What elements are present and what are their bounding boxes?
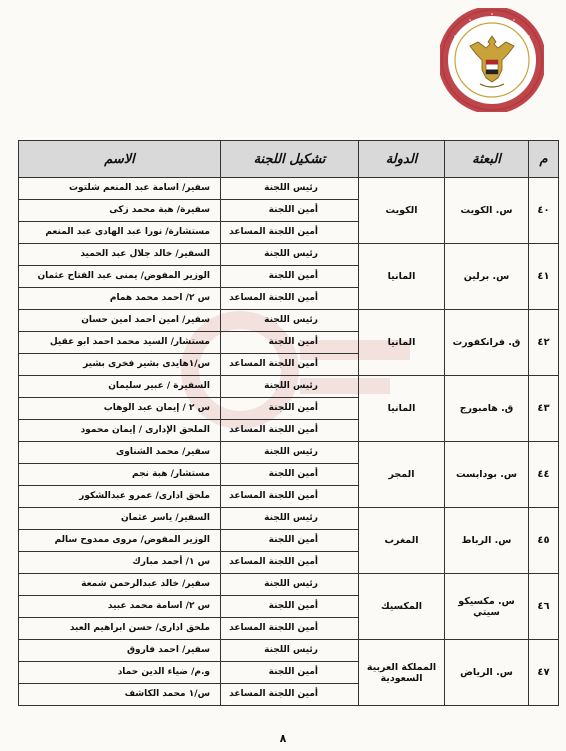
committee-role: أمين اللجنة المساعد xyxy=(229,359,318,369)
member-name: ملحق ادارى/ حسن ابراهيم العبد xyxy=(69,623,210,633)
mission-cell: ق. فرانكفورت xyxy=(445,310,529,376)
committee-role: أمين اللجنة xyxy=(221,266,358,288)
committee-roles-cell xyxy=(221,244,359,310)
header-mission: البعثة xyxy=(445,141,529,178)
committee-role: أمين اللجنة المساعد xyxy=(229,557,318,567)
member-name: ملحق ادارى/ عمرو عبدالشكور xyxy=(79,491,210,501)
committee-role: رئيس اللجنة xyxy=(221,376,358,398)
row-number: ٤٦ xyxy=(529,574,559,640)
member-names-cell xyxy=(19,310,221,376)
mission-cell: س. بودابست xyxy=(445,442,529,508)
member-name: مستشار/ هبة نجم xyxy=(19,464,220,486)
member-name: سفير/ امين احمد امين حسان xyxy=(19,310,220,332)
committee-role: أمين اللجنة المساعد xyxy=(229,689,318,699)
row-number: ٤٤ xyxy=(529,442,559,508)
member-name: سفيرة/ هبة محمد زكى xyxy=(19,200,220,222)
committee-role: أمين اللجنة xyxy=(221,662,358,684)
committee-role: أمين اللجنة xyxy=(221,464,358,486)
member-name: س ٢/ اسامة محمد عبيد xyxy=(19,596,220,618)
committee-role: رئيس اللجنة xyxy=(221,442,358,464)
table-row xyxy=(19,442,559,508)
member-name: س ٢/ احمد محمد همام xyxy=(109,293,210,303)
table-row xyxy=(19,178,559,244)
committee-roles-cell xyxy=(221,442,359,508)
table-row xyxy=(19,244,559,310)
country-cell: المانيا xyxy=(359,310,445,376)
country-cell: المكسيك xyxy=(359,574,445,640)
committee-role: أمين اللجنة xyxy=(221,200,358,222)
page-number: ٨ xyxy=(279,732,287,745)
committee-roles-cell xyxy=(221,640,359,706)
committee-role: أمين اللجنة xyxy=(221,596,358,618)
member-name: س ١/ أحمد مبارك xyxy=(132,557,210,567)
member-names-cell xyxy=(19,376,221,442)
header-name: الاسم xyxy=(19,141,221,178)
member-names-cell xyxy=(19,640,221,706)
mission-cell: ق. هامبورج xyxy=(445,376,529,442)
row-number: ٤٢ xyxy=(529,310,559,376)
mission-cell: س. الرياض xyxy=(445,640,529,706)
country-cell: المغرب xyxy=(359,508,445,574)
row-number: ٤٥ xyxy=(529,508,559,574)
committee-roles-cell xyxy=(221,376,359,442)
country-cell: الكويت xyxy=(359,178,445,244)
member-names-cell xyxy=(19,508,221,574)
country-cell: المملكة العربية السعودية xyxy=(359,640,445,706)
member-names-cell xyxy=(19,574,221,640)
member-name: السفير/ خالد جلال عبد الحميد xyxy=(19,244,220,266)
committee-roles-cell xyxy=(221,178,359,244)
mission-cell: س. الرباط xyxy=(445,508,529,574)
committee-role: أمين اللجنة xyxy=(221,332,358,354)
header-num: م xyxy=(529,141,559,178)
election-committees-table xyxy=(18,140,559,706)
member-name: س ٢ / إيمان عبد الوهاب xyxy=(19,398,220,420)
table-row xyxy=(19,640,559,706)
committee-role: أمين اللجنة المساعد xyxy=(229,293,318,303)
member-name: سفير/ اسامة عبد المنعم شلتوت xyxy=(19,178,220,200)
committee-role: أمين اللجنة المساعد xyxy=(229,623,318,633)
mission-cell: س. برلين xyxy=(445,244,529,310)
member-names-cell xyxy=(19,442,221,508)
country-cell: المانيا xyxy=(359,244,445,310)
mission-cell: س. الكويت xyxy=(445,178,529,244)
committee-role: أمين اللجنة xyxy=(221,398,358,420)
committee-role: أمين اللجنة المساعد xyxy=(229,227,318,237)
committee-role: رئيس اللجنة xyxy=(221,310,358,332)
table-row xyxy=(19,310,559,376)
member-name: س/١ محمد الكاشف xyxy=(124,689,210,699)
member-name: مستشارة/ نورا عبد الهادى عبد المنعم xyxy=(45,227,210,237)
header-country: الدولة xyxy=(359,141,445,178)
header-committee: تشكيل اللجنة xyxy=(221,141,359,178)
table-row xyxy=(19,376,559,442)
national-election-authority-logo xyxy=(440,8,544,112)
committee-roles-cell xyxy=(221,508,359,574)
member-name: الملحق الإدارى / إيمان محمود xyxy=(80,425,210,435)
committee-role: رئيس اللجنة xyxy=(221,178,358,200)
committee-role: أمين اللجنة المساعد xyxy=(229,425,318,435)
member-name: سفير/ محمد الشناوى xyxy=(19,442,220,464)
member-name: سفير/ خالد عبدالرحمن شمعة xyxy=(19,574,220,596)
member-names-cell xyxy=(19,244,221,310)
committee-role: رئيس اللجنة xyxy=(221,244,358,266)
committee-role: رئيس اللجنة xyxy=(221,508,358,530)
committee-roles-cell xyxy=(221,310,359,376)
committee-roles-cell xyxy=(221,574,359,640)
committee-role: رئيس اللجنة xyxy=(221,574,358,596)
member-name: السفيرة / عبير سليمان xyxy=(19,376,220,398)
committee-role: أمين اللجنة xyxy=(221,530,358,552)
table-header-row xyxy=(19,141,559,178)
eagle-seal-icon xyxy=(440,8,544,112)
member-name: الوزير المفوض/ مروى ممدوح سالم xyxy=(19,530,220,552)
table-row xyxy=(19,574,559,640)
row-number: ٤٠ xyxy=(529,178,559,244)
member-name: مستشار/ السيد محمد احمد ابو عقيل xyxy=(19,332,220,354)
member-name: س/١هايدى بشير فخرى بشير xyxy=(83,359,210,369)
member-name: سفير/ احمد فاروق xyxy=(19,640,220,662)
member-name: الوزير المفوض/ يمنى عبد الفتاح عثمان xyxy=(19,266,220,288)
row-number: ٤٧ xyxy=(529,640,559,706)
member-name: السفير/ ياسر عثمان xyxy=(19,508,220,530)
row-number: ٤١ xyxy=(529,244,559,310)
member-name: و.م/ ضياء الدين حماد xyxy=(19,662,220,684)
country-cell: المجر xyxy=(359,442,445,508)
mission-cell: س. مكسيكو سيتي xyxy=(445,574,529,640)
country-cell: المانيا xyxy=(359,376,445,442)
committee-role: رئيس اللجنة xyxy=(221,640,358,662)
row-number: ٤٣ xyxy=(529,376,559,442)
table-row xyxy=(19,508,559,574)
member-names-cell xyxy=(19,178,221,244)
committee-role: أمين اللجنة المساعد xyxy=(229,491,318,501)
